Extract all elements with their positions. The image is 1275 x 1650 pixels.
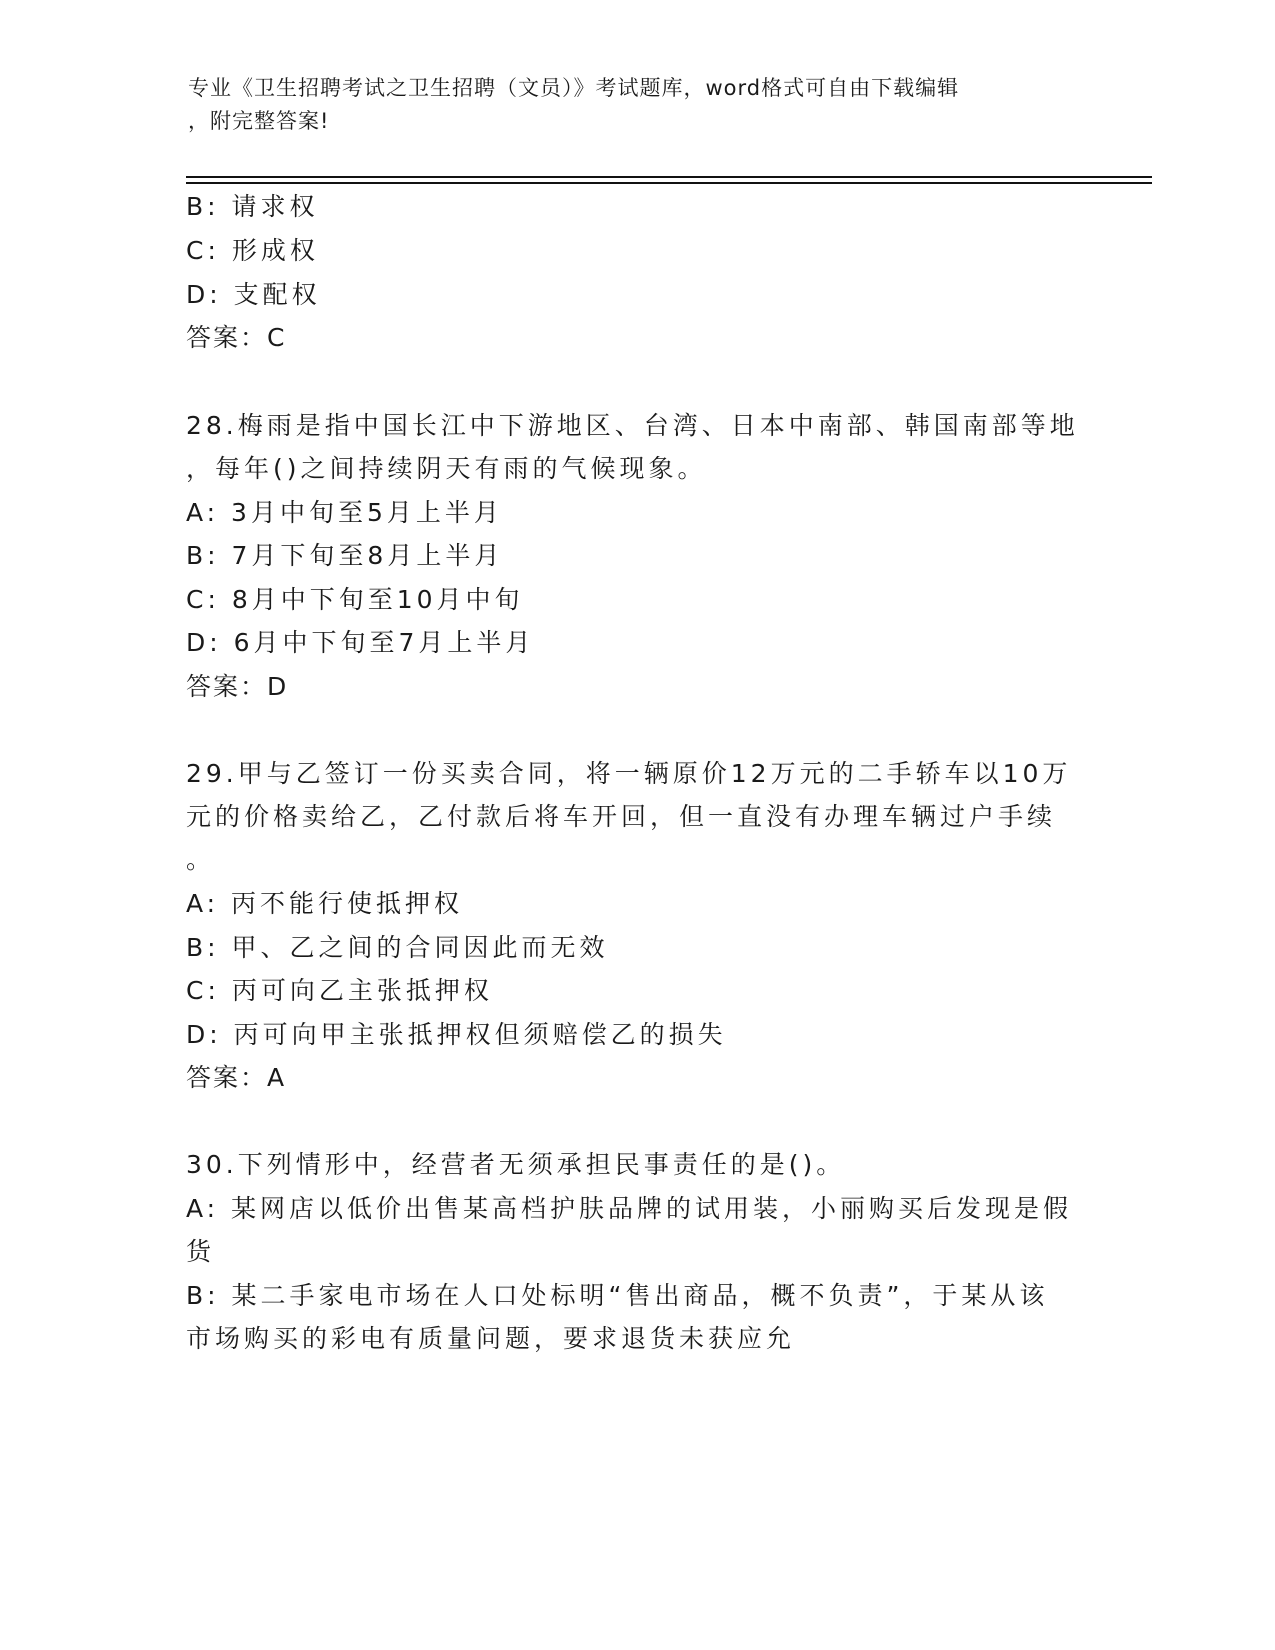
q30-option-a-line-2: 货 [186, 1237, 216, 1266]
header-line-1: 专业《卫生招聘考试之卫生招聘（文员）》考试题库，word格式可自由下载编辑 [188, 76, 960, 100]
header-divider-top [186, 176, 1152, 178]
q29-option-a: A: 丙不能行使抵押权 [186, 889, 464, 918]
q30-stem-line-1: 30.下列情形中，经营者无须承担民事责任的是()。 [186, 1150, 846, 1179]
q28-option-c: C: 8月中下旬至10月中旬 [186, 585, 524, 614]
q28-option-d: D: 6月中下旬至7月上半月 [186, 628, 535, 657]
q27-option-d: D: 支配权 [186, 280, 321, 309]
q28-stem-line-2: ，每年()之间持续阴天有雨的气候现象。 [186, 454, 707, 483]
q29-option-b: B: 甲、乙之间的合同因此而无效 [186, 933, 609, 962]
q29-stem-line-3: 。 [186, 845, 216, 874]
q29-answer: 答案：A [186, 1063, 287, 1092]
q27-option-b: B: 请求权 [186, 192, 319, 221]
q27-option-c: C: 形成权 [186, 236, 319, 265]
q28-stem-line-1: 28.梅雨是指中国长江中下游地区、台湾、日本中南部、韩国南部等地 [186, 411, 1079, 440]
q29-stem-line-2: 元的价格卖给乙，乙付款后将车开回，但一直没有办理车辆过户手续 [186, 802, 1057, 831]
q27-answer: 答案：C [186, 323, 287, 352]
q28-answer: 答案：D [186, 672, 289, 701]
header-divider-bottom [186, 182, 1152, 184]
q30-option-b-line-2: 市场购买的彩电有质量问题，要求退货未获应允 [186, 1324, 796, 1353]
header-line-2: ，附完整答案! [188, 109, 330, 133]
q28-option-a: A: 3月中旬至5月上半月 [186, 498, 503, 527]
q30-option-a-line-1: A: 某网店以低价出售某高档护肤品牌的试用装，小丽购买后发现是假 [186, 1194, 1073, 1223]
q29-option-d: D: 丙可向甲主张抵押权但须赔偿乙的损失 [186, 1020, 727, 1049]
q30-option-b-line-1: B: 某二手家电市场在人口处标明“售出商品，概不负责”，于某从该 [186, 1281, 1049, 1310]
page-header [188, 72, 1068, 138]
q29-stem-line-1: 29.甲与乙签订一份买卖合同，将一辆原价12万元的二手轿车以10万 [186, 759, 1072, 788]
q29-option-c: C: 丙可向乙主张抵押权 [186, 976, 493, 1005]
q28-option-b: B: 7月下旬至8月上半月 [186, 541, 504, 570]
